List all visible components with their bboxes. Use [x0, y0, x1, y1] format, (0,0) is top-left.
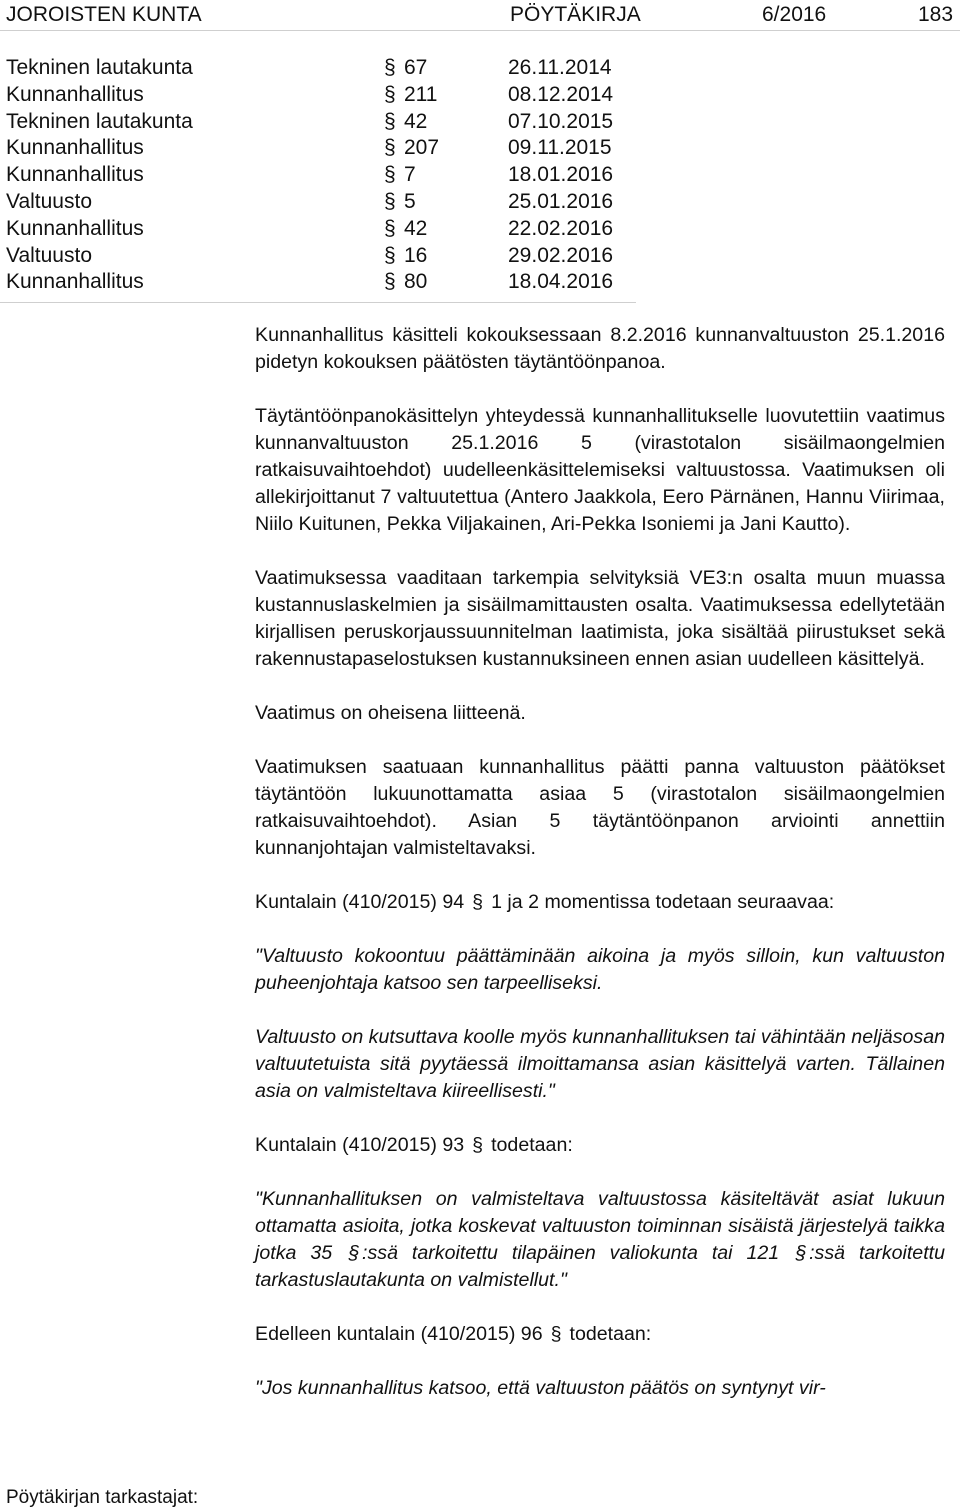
history-row	[0, 135, 636, 162]
history-paragraph: 16	[404, 243, 428, 267]
history-date: 26.11.2014	[508, 56, 612, 79]
history-date: 07.10.2015	[508, 109, 614, 133]
history-body: Valtuusto	[6, 243, 92, 267]
quote-96: "Jos kunnanhallitus katsoo, että valtuuston päätös on syntynyt vir-	[255, 1377, 826, 1399]
law-93-text: todetaan:	[491, 1134, 573, 1156]
law-94-text: 1 ja 2 momentissa todetaan seuraavaa:	[491, 891, 835, 913]
paragraph-intro: Kunnanhallitus käsitteli kokouksessaan 8.2.2016 kunnanvaltuuston 25.1.2016 pidetyn kokouksen päätösten täytäntöönpanoa.	[255, 324, 945, 373]
history-body: Tekninen lautakunta	[6, 109, 193, 133]
section-sign: §	[384, 243, 396, 267]
history-date: 18.01.2016	[508, 163, 614, 187]
history-paragraph: 42	[404, 216, 428, 240]
paragraph-law-96	[255, 1321, 945, 1348]
meeting-history-table	[0, 55, 636, 303]
page-footer	[6, 1485, 198, 1511]
history-date: 18.04.2016	[508, 270, 614, 294]
history-body: Kunnanhallitus	[6, 82, 144, 106]
page-header	[0, 0, 960, 31]
section-sign: §	[384, 109, 396, 133]
history-row	[0, 162, 636, 189]
quote-93-part2: :ssä tarkoitettu tilapäinen valiokunta tai 121	[362, 1242, 780, 1264]
quote-93	[255, 1186, 945, 1294]
section-sign: §	[384, 163, 396, 187]
history-body: Kunnanhallitus	[6, 270, 144, 294]
section-sign: §	[472, 1134, 484, 1156]
history-paragraph: 211	[404, 82, 438, 106]
history-paragraph: 42	[404, 109, 428, 133]
quote-94-part1: "Valtuusto kokoontuu päättäminään aikoina ja myös silloin, kun valtuuston puheenjohtaja katsoo sen tarpeelliseksi.	[255, 945, 945, 994]
section-sign: §	[795, 1242, 807, 1264]
history-body: Kunnanhallitus	[6, 216, 144, 240]
history-row	[0, 216, 636, 243]
history-row	[0, 55, 636, 82]
law-93-ref: Kuntalain (410/2015) 93	[255, 1134, 465, 1156]
history-date: 29.02.2016	[508, 243, 614, 267]
history-date: 25.01.2016	[508, 189, 614, 213]
quote-93-part1: "Kunnanhallituksen on valmisteltava valtuustossa käsiteltävät asiat lukuun ottamatta asioita, jotka koskevat valtuuston toiminnan sisäistä järjestelyä taikka jotka 35	[255, 1188, 945, 1264]
law-96-text: todetaan:	[569, 1323, 652, 1345]
paragraph-demand-details: Vaatimuksessa vaaditaan tarkempia selvityksiä VE3:n osalta muun muassa kustannuslaskelmien ja sisäilmamittausten osalta. Vaatimuksessa edellytetään kirjallisen peruskorjaussuunnitelman laatimista, joka sisältää piirustukset sekä rakennustapaselostuksen kustannuksineen ennen asian uudelleen käsittelyä.	[255, 567, 945, 670]
history-row	[0, 82, 636, 109]
history-row	[0, 189, 636, 216]
section-sign: §	[550, 1323, 562, 1345]
law-94-ref: Kuntalain (410/2015) 94	[255, 891, 465, 913]
history-row	[0, 109, 636, 136]
section-sign: §	[384, 270, 396, 294]
minutes-body	[255, 322, 945, 1429]
history-date: 22.02.2016	[508, 216, 614, 240]
history-body: Kunnanhallitus	[6, 136, 144, 160]
page-number: 183	[918, 3, 954, 26]
history-paragraph: 207	[404, 136, 440, 160]
paragraph-law-94	[255, 889, 945, 916]
history-date: 08.12.2014	[508, 82, 614, 106]
section-sign: §	[348, 1242, 360, 1264]
section-sign: §	[384, 82, 396, 106]
section-sign: §	[384, 189, 396, 213]
minutes-number: 6/2016	[762, 3, 827, 26]
history-body: Tekninen lautakunta	[6, 56, 193, 79]
history-body: Valtuusto	[6, 189, 92, 213]
section-sign: §	[384, 216, 396, 240]
history-date: 09.11.2015	[508, 136, 612, 160]
history-row	[0, 269, 636, 296]
document-type: PÖYTÄKIRJA	[510, 3, 641, 26]
paragraph-demand: Täytäntöönpanokäsittelyn yhteydessä kunnanhallitukselle luovutettiin vaatimus kunnanvaltuuston 25.1.2016 5 (virastotalon sisäilmaongelmien ratkaisuvaihtoehdot) uudelleenkäsittelemiseksi valtuustossa. Vaatimuksen oli allekirjoittanut 7 valtuutettua (Antero Jaakkola, Eero Pärnänen, Hannu Viirimaa, Niilo Kuitunen, Pekka Viljakainen, Ari-Pekka Isoniemi ja Jani Kautto).	[255, 405, 945, 535]
quote-93-part3: :ssä tarkoitettu tarkastuslautakunta on valmistellut."	[255, 1242, 945, 1291]
paragraph-attachment: Vaatimus on oheisena liitteenä.	[255, 702, 526, 724]
section-sign: §	[472, 891, 484, 913]
history-body: Kunnanhallitus	[6, 163, 144, 187]
history-row	[0, 243, 636, 270]
section-sign: §	[384, 56, 396, 79]
paragraph-decision: Vaatimuksen saatuaan kunnanhallitus päätti panna valtuuston päätökset täytäntöön lukuunottamatta asiaa 5 (virastotalon sisäilmaongelmien ratkaisuvaihtoehdot). Asian 5 täytäntöönpanon arviointi annettiin kunnanjohtajan valmisteltavaksi.	[255, 756, 945, 859]
section-sign: §	[384, 136, 396, 160]
history-paragraph: 80	[404, 270, 428, 294]
history-paragraph: 5	[404, 189, 416, 213]
reviewers-label: Pöytäkirjan tarkastajat:	[6, 1487, 199, 1508]
municipality-name: JOROISTEN KUNTA	[6, 3, 202, 26]
history-paragraph: 7	[404, 163, 416, 187]
law-96-ref: Edelleen kuntalain (410/2015) 96	[255, 1323, 543, 1345]
history-paragraph: 67	[404, 56, 428, 79]
quote-94-part2: Valtuusto on kutsuttava koolle myös kunnanhallituksen tai vähintään neljäsosan valtuutetuista sitä pyytäessä ilmoittamansa asian käsittelyä varten. Tällainen asia on valmisteltava kiireellisesti."	[255, 1026, 945, 1102]
paragraph-law-93	[255, 1132, 945, 1159]
